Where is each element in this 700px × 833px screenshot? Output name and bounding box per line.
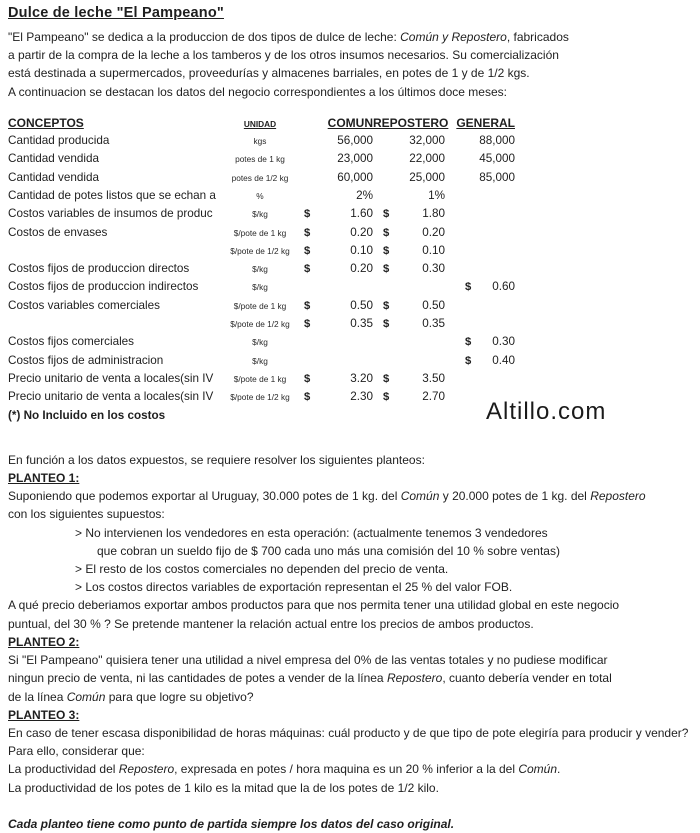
row-label: Precio unitario de venta a locales(sin IV — [8, 390, 214, 404]
row-label: Costos fijos de produccion indirectos — [8, 280, 199, 294]
row-unit: $/pote de 1/2 kg — [230, 392, 290, 403]
row-label: Costos fijos comerciales — [8, 335, 135, 349]
text-segment: de la línea — [8, 689, 67, 704]
body-line — [8, 578, 696, 596]
repostero-currency: $ — [383, 299, 390, 312]
text-segment: A qué precio deberiamos exportar ambos productos para que nos permita tener una utilidad global en este negocio — [8, 598, 620, 613]
text-segment: , expresada en potes / hora maquina es un 20 % inferior a la del — [174, 762, 519, 777]
row-unit: $/kg — [252, 264, 268, 275]
row-unit: potes de 1 kg — [235, 154, 285, 165]
text-segment: ningun precio de venta, ni las cantidades de potes a vender de la línea — [8, 671, 387, 686]
data-table — [8, 114, 696, 425]
repostero-value: 0.35 — [422, 317, 445, 331]
page-title: Dulce de leche "El Pampeano" — [8, 5, 224, 21]
comun-value: 0.20 — [350, 225, 373, 239]
text-segment: para que logre su objetivo? — [105, 689, 254, 704]
row-label: Cantidad producida — [8, 134, 110, 148]
table-row — [8, 169, 696, 187]
comun-currency: $ — [304, 391, 311, 404]
body-line — [8, 760, 696, 778]
repostero-currency: $ — [383, 263, 390, 276]
text-segment: La productividad del — [8, 762, 119, 777]
intro-line — [8, 28, 696, 46]
table-row — [8, 333, 696, 351]
table-row — [8, 278, 696, 296]
comun-value: 0.50 — [350, 298, 373, 312]
body-line — [8, 615, 696, 633]
general-currency: $ — [465, 281, 472, 294]
row-label: Costos fijos de produccion directos — [8, 262, 190, 276]
text-segment: y 20.000 potes de 1 kg. del — [439, 489, 591, 504]
comun-value: 0.35 — [350, 317, 373, 331]
row-unit: kgs — [253, 136, 267, 147]
text-segment: Común — [66, 689, 106, 704]
general-value: 85,000 — [479, 170, 515, 184]
row-label: Cantidad vendida — [8, 152, 99, 166]
text-segment: Repostero — [590, 489, 646, 504]
comun-value: 2% — [356, 189, 373, 202]
text-segment: con los siguientes supuestos: — [8, 507, 165, 522]
repostero-value: 22,000 — [409, 152, 445, 166]
comun-currency: $ — [304, 208, 311, 221]
comun-currency: $ — [304, 244, 311, 257]
general-currency: $ — [465, 336, 472, 349]
general-value: 0.60 — [492, 280, 515, 294]
comun-value: 0.10 — [350, 243, 373, 257]
text-segment: Para ello, considerar que: — [8, 744, 145, 759]
repostero-value: 0.30 — [422, 262, 445, 276]
repostero-value: 32,000 — [409, 134, 445, 148]
body-line — [8, 724, 696, 742]
row-label: Precio unitario de venta a locales(sin IV — [8, 371, 214, 385]
repostero-value: 0.10 — [422, 243, 445, 257]
body-line — [8, 651, 696, 669]
body-line — [8, 815, 696, 833]
row-unit: $/kg — [252, 355, 268, 366]
comun-currency: $ — [304, 226, 311, 239]
repostero-value: 1% — [428, 189, 445, 202]
text-segment: . — [557, 762, 561, 777]
text-segment: está destinada a supermercados, proveedurías y almacenes barriales, en potes de 1 y de 1/2 kgs. — [8, 66, 530, 81]
section-heading: PLANTEO 1: — [8, 471, 80, 486]
text-segment: > Los costos directos variables de exportación representan el 25 % del valor FOB. — [75, 580, 513, 595]
text-segment: Suponiendo que podemos exportar al Uruguay, 30.000 potes de 1 kg. del — [8, 489, 401, 504]
row-unit: $/pote de 1 kg — [233, 373, 287, 384]
repostero-currency: $ — [383, 318, 390, 331]
row-unit: $/kg — [252, 209, 268, 220]
repostero-value: 1.80 — [422, 207, 445, 221]
table-row — [8, 187, 696, 205]
watermark: Altillo.com — [486, 398, 607, 425]
intro-paragraph — [8, 28, 696, 101]
body-line — [8, 779, 696, 797]
repostero-currency: $ — [383, 372, 390, 385]
row-label: Costos variables comerciales — [8, 298, 160, 312]
row-unit: $/pote de 1 kg — [233, 300, 287, 311]
text-segment: a partir de la compra de la leche a los tamberos y de los otros insumos necesarios. Su comercialización — [8, 48, 559, 63]
intro-line — [8, 83, 696, 101]
row-label: Cantidad vendida — [8, 170, 99, 184]
table-row — [8, 260, 696, 278]
body-line — [8, 560, 696, 578]
table-body — [8, 132, 696, 406]
repostero-currency: $ — [383, 391, 390, 404]
table-header-row — [8, 114, 696, 132]
comun-currency: $ — [304, 372, 311, 385]
table-row — [8, 297, 696, 315]
row-unit: $/pote de 1/2 kg — [230, 319, 290, 330]
text-segment: Cada planteo tiene como punto de partida siempre los datos del caso original. — [8, 816, 455, 831]
comun-value: 3.20 — [350, 371, 373, 385]
body-line — [8, 451, 696, 469]
repostero-value: 0.20 — [422, 225, 445, 239]
row-unit: $/pote de 1 kg — [233, 227, 287, 238]
table-row — [8, 315, 696, 333]
text-segment: La productividad de los potes de 1 kilo es la mitad que la de los potes de 1/2 kilo. — [8, 780, 439, 795]
comun-currency: $ — [304, 318, 311, 331]
text-segment: > El resto de los costos comerciales no dependen del precio de venta. — [75, 562, 449, 577]
body-line — [8, 542, 696, 560]
row-label: Cantidad de potes listos que se echan a — [8, 189, 216, 202]
text-segment: puntual, del 30 % ? Se pretende mantener la relación actual entre los precios de ambos productos. — [8, 616, 534, 631]
body-line — [8, 524, 696, 542]
general-value: 0.40 — [492, 353, 515, 367]
column-header-comun: COMUN — [327, 115, 373, 130]
column-header-conceptos: CONCEPTOS — [8, 115, 84, 130]
text-segment: Común — [518, 762, 558, 777]
table-row — [8, 132, 696, 150]
table-row — [8, 205, 696, 223]
row-label: Costos variables de insumos de produc — [8, 207, 213, 221]
table-row — [8, 242, 696, 260]
repostero-value: 3.50 — [422, 371, 445, 385]
general-value: 0.30 — [492, 335, 515, 349]
repostero-value: 2.70 — [422, 390, 445, 404]
text-segment: que cobran un sueldo fijo de $ 700 cada uno más una comisión del 10 % sobre ventas) — [97, 543, 560, 558]
general-value: 88,000 — [479, 134, 515, 148]
comun-value: 2.30 — [350, 390, 373, 404]
row-label: Costos de envases — [8, 225, 108, 239]
row-unit: $/kg — [252, 282, 268, 293]
text-segment: Repostero — [118, 762, 175, 777]
text-segment: , fabricados — [506, 30, 569, 44]
text-segment: En función a los datos expuestos, se requiere resolver los siguientes planteos: — [8, 452, 425, 467]
table-row — [8, 150, 696, 168]
row-unit: potes de 1/2 kg — [231, 172, 289, 183]
comun-value: 23,000 — [337, 152, 373, 166]
table-footnote: (*) No Incluido en los costos — [8, 408, 166, 422]
column-header-general: GENERAL — [456, 115, 515, 130]
comun-value: 60,000 — [337, 170, 373, 184]
column-header-unidad: UNIDAD — [243, 118, 277, 129]
text-segment: Si "El Pampeano" quisiera tener una utilidad a nivel empresa del 0% de las ventas totales y no pudiese modificar — [8, 653, 608, 668]
text-segment: , cuanto debería vender en total — [442, 671, 612, 686]
body-sections — [8, 451, 696, 833]
table-row — [8, 224, 696, 242]
text-segment: "El Pampeano" se dedica a la produccion de dos tipos de dulce de leche: — [8, 30, 401, 44]
comun-value: 1.60 — [350, 207, 373, 221]
section-heading: PLANTEO 3: — [8, 707, 80, 722]
repostero-value: 25,000 — [409, 170, 445, 184]
text-segment: Repostero — [386, 671, 443, 686]
body-line — [8, 742, 696, 760]
row-label: Costos fijos de administracion — [8, 353, 164, 367]
body-line — [8, 487, 696, 505]
text-segment: En caso de tener escasa disponibilidad de horas máquinas: cuál producto y de que tipo de pote elegiría para producir y vender? — [8, 725, 689, 740]
body-line — [8, 688, 696, 706]
body-line — [8, 505, 696, 523]
intro-line — [8, 46, 696, 64]
text-segment: A continuacion se destacan los datos del negocio correspondientes a los últimos doce meses: — [8, 84, 507, 99]
spacer — [8, 797, 696, 815]
comun-currency: $ — [304, 263, 311, 276]
comun-value: 56,000 — [337, 134, 373, 148]
general-value: 45,000 — [479, 152, 515, 166]
row-unit: $/pote de 1/2 kg — [230, 245, 290, 256]
repostero-value: 0.50 — [422, 298, 445, 312]
comun-value: 0.20 — [350, 262, 373, 276]
comun-currency: $ — [304, 299, 311, 312]
row-unit: % — [256, 191, 264, 201]
general-currency: $ — [465, 354, 472, 367]
row-unit: $/kg — [252, 337, 268, 348]
repostero-currency: $ — [383, 208, 390, 221]
column-header-repostero: REPOSTERO — [373, 115, 449, 130]
text-segment: > No intervienen los vendedores en esta operación: (actualmente tenemos 3 vendedores — [75, 525, 548, 540]
body-line — [8, 669, 696, 687]
repostero-currency: $ — [383, 244, 390, 257]
intro-line — [8, 64, 696, 82]
repostero-currency: $ — [383, 226, 390, 239]
table-row — [8, 352, 696, 370]
text-segment: Común y Repostero — [400, 30, 507, 44]
table-row — [8, 370, 696, 388]
body-line — [8, 596, 696, 614]
text-segment: Común — [400, 489, 440, 504]
section-heading: PLANTEO 2: — [8, 634, 80, 649]
